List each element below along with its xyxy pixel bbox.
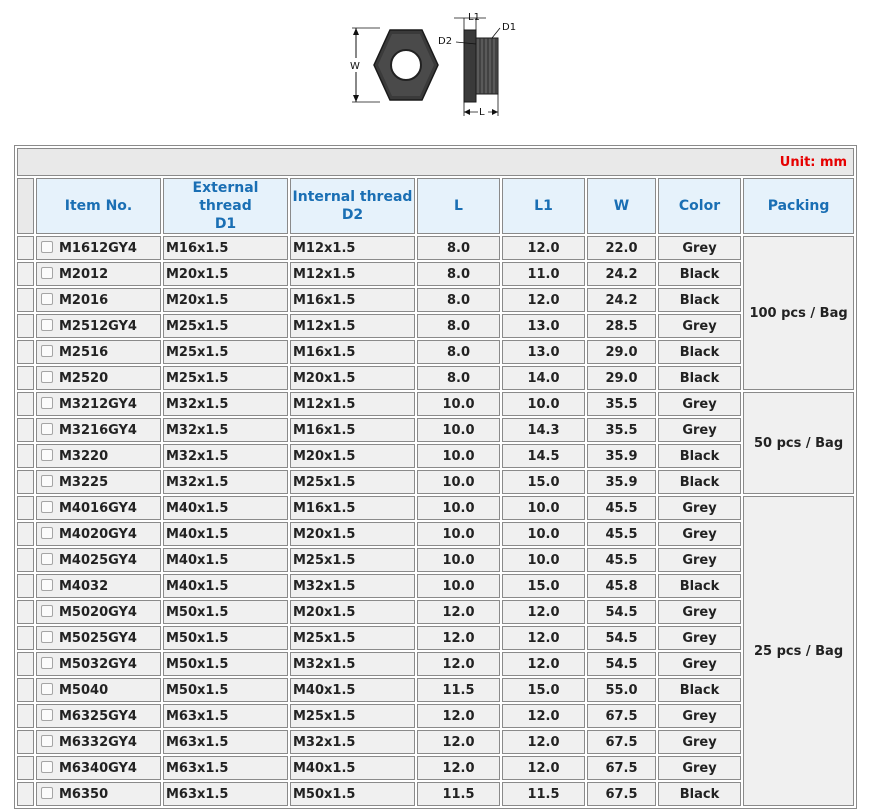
table-row bbox=[17, 444, 854, 468]
color-cell: Black bbox=[658, 574, 741, 598]
color-cell: Grey bbox=[658, 548, 741, 572]
external-thread-cell: M25x1.5 bbox=[163, 340, 288, 364]
w-cell: 54.5 bbox=[587, 626, 656, 650]
external-thread-cell: M16x1.5 bbox=[163, 236, 288, 260]
unit-label: Unit: mm bbox=[17, 148, 854, 176]
color-cell: Grey bbox=[658, 522, 741, 546]
internal-thread-cell: M20x1.5 bbox=[290, 522, 415, 546]
l1-cell: 15.0 bbox=[502, 678, 585, 702]
item-cell bbox=[36, 366, 161, 390]
label-l: L bbox=[479, 107, 485, 118]
item-cell bbox=[36, 756, 161, 780]
external-thread-cell: M63x1.5 bbox=[163, 756, 288, 780]
internal-thread-cell: M32x1.5 bbox=[290, 652, 415, 676]
w-cell: 24.2 bbox=[587, 288, 656, 312]
color-cell: Grey bbox=[658, 496, 741, 520]
l1-cell: 14.5 bbox=[502, 444, 585, 468]
l-cell: 12.0 bbox=[417, 756, 500, 780]
header-l: L bbox=[417, 178, 500, 234]
l1-cell: 12.0 bbox=[502, 704, 585, 728]
label-d2: D2 bbox=[438, 36, 453, 47]
header-l1: L1 bbox=[502, 178, 585, 234]
row-select-cell bbox=[17, 704, 34, 728]
item-cell bbox=[36, 418, 161, 442]
internal-thread-cell: M20x1.5 bbox=[290, 600, 415, 624]
row-checkbox[interactable] bbox=[41, 579, 53, 591]
row-checkbox[interactable] bbox=[41, 345, 53, 357]
item-cell bbox=[36, 392, 161, 416]
color-cell: Black bbox=[658, 340, 741, 364]
color-cell: Black bbox=[658, 782, 741, 806]
item-cell bbox=[36, 548, 161, 572]
row-select-cell bbox=[17, 340, 34, 364]
row-select-cell bbox=[17, 288, 34, 312]
table-row bbox=[17, 574, 854, 598]
row-select-cell bbox=[17, 262, 34, 286]
row-checkbox[interactable] bbox=[41, 761, 53, 773]
l-cell: 8.0 bbox=[417, 366, 500, 390]
table-row bbox=[17, 288, 854, 312]
item-number: M3216GY4 bbox=[59, 422, 137, 438]
l1-cell: 13.0 bbox=[502, 314, 585, 338]
w-cell: 45.5 bbox=[587, 548, 656, 572]
l1-cell: 12.0 bbox=[502, 236, 585, 260]
color-cell: Black bbox=[658, 444, 741, 468]
internal-thread-cell: M32x1.5 bbox=[290, 574, 415, 598]
external-thread-cell: M32x1.5 bbox=[163, 470, 288, 494]
internal-thread-cell: M40x1.5 bbox=[290, 678, 415, 702]
header-external-thread-line2: D1 bbox=[214, 216, 237, 232]
color-cell: Grey bbox=[658, 418, 741, 442]
item-number: M2520 bbox=[59, 370, 109, 386]
l-cell: 10.0 bbox=[417, 444, 500, 468]
header-internal-thread-line2: D2 bbox=[341, 207, 364, 223]
l1-cell: 12.0 bbox=[502, 756, 585, 780]
row-select-cell bbox=[17, 548, 34, 572]
internal-thread-cell: M50x1.5 bbox=[290, 782, 415, 806]
item-cell bbox=[36, 470, 161, 494]
l-cell: 10.0 bbox=[417, 392, 500, 416]
l1-cell: 10.0 bbox=[502, 522, 585, 546]
header-internal-thread bbox=[290, 178, 415, 234]
w-cell: 45.5 bbox=[587, 522, 656, 546]
table-row bbox=[17, 470, 854, 494]
color-cell: Black bbox=[658, 366, 741, 390]
l-cell: 10.0 bbox=[417, 496, 500, 520]
table-row bbox=[17, 704, 854, 728]
table-row bbox=[17, 262, 854, 286]
l-cell: 12.0 bbox=[417, 600, 500, 624]
item-number: M2516 bbox=[59, 344, 109, 360]
w-cell: 22.0 bbox=[587, 236, 656, 260]
item-cell bbox=[36, 652, 161, 676]
l-cell: 8.0 bbox=[417, 340, 500, 364]
row-select-cell bbox=[17, 236, 34, 260]
external-thread-cell: M25x1.5 bbox=[163, 366, 288, 390]
table-row bbox=[17, 522, 854, 546]
l1-cell: 12.0 bbox=[502, 288, 585, 312]
row-checkbox[interactable] bbox=[41, 501, 53, 513]
external-thread-cell: M63x1.5 bbox=[163, 730, 288, 754]
row-select-cell bbox=[17, 600, 34, 624]
row-select-cell bbox=[17, 782, 34, 806]
row-checkbox[interactable] bbox=[41, 267, 53, 279]
internal-thread-cell: M12x1.5 bbox=[290, 314, 415, 338]
color-cell: Grey bbox=[658, 756, 741, 780]
header-internal-thread-line1: Internal thread bbox=[292, 189, 413, 205]
row-checkbox[interactable] bbox=[41, 631, 53, 643]
color-cell: Black bbox=[658, 288, 741, 312]
l1-cell: 10.0 bbox=[502, 392, 585, 416]
w-cell: 35.9 bbox=[587, 444, 656, 468]
row-select-cell bbox=[17, 314, 34, 338]
item-cell bbox=[36, 626, 161, 650]
external-thread-cell: M63x1.5 bbox=[163, 782, 288, 806]
internal-thread-cell: M32x1.5 bbox=[290, 730, 415, 754]
w-cell: 67.5 bbox=[587, 756, 656, 780]
l1-cell: 15.0 bbox=[502, 470, 585, 494]
table-row bbox=[17, 652, 854, 676]
header-external-thread-line1: External thread bbox=[192, 180, 259, 214]
row-checkbox[interactable] bbox=[41, 605, 53, 617]
item-number: M5040 bbox=[59, 682, 109, 698]
w-cell: 54.5 bbox=[587, 600, 656, 624]
row-select-cell bbox=[17, 730, 34, 754]
external-thread-cell: M50x1.5 bbox=[163, 600, 288, 624]
row-select-cell bbox=[17, 652, 34, 676]
internal-thread-cell: M12x1.5 bbox=[290, 392, 415, 416]
table-row bbox=[17, 340, 854, 364]
internal-thread-cell: M25x1.5 bbox=[290, 470, 415, 494]
color-cell: Black bbox=[658, 262, 741, 286]
color-cell: Grey bbox=[658, 600, 741, 624]
item-number: M6332GY4 bbox=[59, 734, 137, 750]
color-cell: Grey bbox=[658, 626, 741, 650]
w-cell: 45.8 bbox=[587, 574, 656, 598]
l-cell: 12.0 bbox=[417, 730, 500, 754]
item-cell bbox=[36, 314, 161, 338]
table-row bbox=[17, 496, 854, 520]
internal-thread-cell: M16x1.5 bbox=[290, 288, 415, 312]
item-cell bbox=[36, 600, 161, 624]
internal-thread-cell: M12x1.5 bbox=[290, 236, 415, 260]
l-cell: 12.0 bbox=[417, 652, 500, 676]
internal-thread-cell: M20x1.5 bbox=[290, 444, 415, 468]
header-color: Color bbox=[658, 178, 741, 234]
row-select-cell bbox=[17, 444, 34, 468]
internal-thread-cell: M12x1.5 bbox=[290, 262, 415, 286]
item-number: M2016 bbox=[59, 292, 109, 308]
spec-table-wrapper bbox=[14, 145, 856, 809]
color-cell: Black bbox=[658, 678, 741, 702]
row-checkbox[interactable] bbox=[41, 449, 53, 461]
item-number: M4020GY4 bbox=[59, 526, 137, 542]
color-cell: Black bbox=[658, 470, 741, 494]
item-number: M5025GY4 bbox=[59, 630, 137, 646]
row-select-cell bbox=[17, 522, 34, 546]
item-cell bbox=[36, 704, 161, 728]
spec-table bbox=[14, 145, 857, 809]
item-cell bbox=[36, 522, 161, 546]
row-checkbox[interactable] bbox=[41, 709, 53, 721]
row-checkbox[interactable] bbox=[41, 293, 53, 305]
item-cell bbox=[36, 236, 161, 260]
l-cell: 10.0 bbox=[417, 418, 500, 442]
label-l1: L1 bbox=[468, 12, 480, 23]
item-number: M3220 bbox=[59, 448, 109, 464]
l1-cell: 12.0 bbox=[502, 626, 585, 650]
header-external-thread bbox=[163, 178, 288, 234]
l1-cell: 12.0 bbox=[502, 600, 585, 624]
table-body bbox=[17, 236, 854, 806]
l-cell: 8.0 bbox=[417, 236, 500, 260]
item-number: M1612GY4 bbox=[59, 240, 137, 256]
item-number: M3225 bbox=[59, 474, 109, 490]
table-row bbox=[17, 548, 854, 572]
table-row bbox=[17, 418, 854, 442]
color-cell: Grey bbox=[658, 730, 741, 754]
row-checkbox[interactable] bbox=[41, 241, 53, 253]
row-select-cell bbox=[17, 496, 34, 520]
l1-cell: 15.0 bbox=[502, 574, 585, 598]
l1-cell: 12.0 bbox=[502, 652, 585, 676]
l-cell: 8.0 bbox=[417, 314, 500, 338]
external-thread-cell: M40x1.5 bbox=[163, 496, 288, 520]
internal-thread-cell: M16x1.5 bbox=[290, 418, 415, 442]
label-d1: D1 bbox=[502, 22, 517, 33]
w-cell: 67.5 bbox=[587, 782, 656, 806]
l-cell: 12.0 bbox=[417, 626, 500, 650]
item-cell bbox=[36, 678, 161, 702]
external-thread-cell: M40x1.5 bbox=[163, 522, 288, 546]
item-cell bbox=[36, 340, 161, 364]
l-cell: 10.0 bbox=[417, 522, 500, 546]
item-cell bbox=[36, 444, 161, 468]
header-item: Item No. bbox=[36, 178, 161, 234]
color-cell: Grey bbox=[658, 652, 741, 676]
l-cell: 11.5 bbox=[417, 782, 500, 806]
packing-cell: 25 pcs / Bag bbox=[743, 496, 854, 806]
l-cell: 11.5 bbox=[417, 678, 500, 702]
row-checkbox[interactable] bbox=[41, 787, 53, 799]
row-checkbox[interactable] bbox=[41, 683, 53, 695]
internal-thread-cell: M25x1.5 bbox=[290, 704, 415, 728]
row-checkbox[interactable] bbox=[41, 527, 53, 539]
table-row bbox=[17, 782, 854, 806]
l1-cell: 11.0 bbox=[502, 262, 585, 286]
w-cell: 24.2 bbox=[587, 262, 656, 286]
row-select-cell bbox=[17, 392, 34, 416]
l1-cell: 14.0 bbox=[502, 366, 585, 390]
color-cell: Grey bbox=[658, 236, 741, 260]
item-cell bbox=[36, 730, 161, 754]
l-cell: 12.0 bbox=[417, 704, 500, 728]
item-number: M5020GY4 bbox=[59, 604, 137, 620]
l-cell: 8.0 bbox=[417, 288, 500, 312]
w-cell: 55.0 bbox=[587, 678, 656, 702]
header-select bbox=[17, 178, 34, 234]
row-checkbox[interactable] bbox=[41, 397, 53, 409]
internal-thread-cell: M20x1.5 bbox=[290, 366, 415, 390]
item-number: M2512GY4 bbox=[59, 318, 137, 334]
row-checkbox[interactable] bbox=[41, 657, 53, 669]
row-checkbox[interactable] bbox=[41, 319, 53, 331]
table-row bbox=[17, 730, 854, 754]
header-row bbox=[17, 178, 854, 234]
row-checkbox[interactable] bbox=[41, 553, 53, 565]
row-checkbox[interactable] bbox=[41, 423, 53, 435]
header-w: W bbox=[587, 178, 656, 234]
l1-cell: 12.0 bbox=[502, 730, 585, 754]
l1-cell: 11.5 bbox=[502, 782, 585, 806]
l1-cell: 14.3 bbox=[502, 418, 585, 442]
w-cell: 29.0 bbox=[587, 366, 656, 390]
w-cell: 45.5 bbox=[587, 496, 656, 520]
l1-cell: 13.0 bbox=[502, 340, 585, 364]
internal-thread-cell: M40x1.5 bbox=[290, 756, 415, 780]
row-select-cell bbox=[17, 366, 34, 390]
row-checkbox[interactable] bbox=[41, 371, 53, 383]
w-cell: 28.5 bbox=[587, 314, 656, 338]
internal-thread-cell: M16x1.5 bbox=[290, 340, 415, 364]
item-number: M4016GY4 bbox=[59, 500, 137, 516]
item-number: M5032GY4 bbox=[59, 656, 137, 672]
external-thread-cell: M20x1.5 bbox=[163, 288, 288, 312]
item-number: M4032 bbox=[59, 578, 109, 594]
l-cell: 10.0 bbox=[417, 470, 500, 494]
color-cell: Grey bbox=[658, 314, 741, 338]
product-diagram bbox=[340, 8, 540, 120]
l1-cell: 10.0 bbox=[502, 496, 585, 520]
table-row bbox=[17, 756, 854, 780]
item-cell bbox=[36, 574, 161, 598]
item-number: M6340GY4 bbox=[59, 760, 137, 776]
row-select-cell bbox=[17, 574, 34, 598]
row-select-cell bbox=[17, 756, 34, 780]
internal-thread-cell: M16x1.5 bbox=[290, 496, 415, 520]
item-cell bbox=[36, 262, 161, 286]
item-cell bbox=[36, 496, 161, 520]
color-cell: Grey bbox=[658, 704, 741, 728]
table-row bbox=[17, 392, 854, 416]
external-thread-cell: M32x1.5 bbox=[163, 392, 288, 416]
row-select-cell bbox=[17, 678, 34, 702]
external-thread-cell: M40x1.5 bbox=[163, 548, 288, 572]
w-cell: 67.5 bbox=[587, 730, 656, 754]
l-cell: 10.0 bbox=[417, 548, 500, 572]
item-number: M6350 bbox=[59, 786, 109, 802]
table-row bbox=[17, 314, 854, 338]
row-checkbox[interactable] bbox=[41, 475, 53, 487]
item-number: M3212GY4 bbox=[59, 396, 137, 412]
l-cell: 8.0 bbox=[417, 262, 500, 286]
label-w: W bbox=[350, 61, 360, 72]
w-cell: 35.5 bbox=[587, 392, 656, 416]
item-cell bbox=[36, 288, 161, 312]
unit-row bbox=[17, 148, 854, 176]
external-thread-cell: M20x1.5 bbox=[163, 262, 288, 286]
external-thread-cell: M32x1.5 bbox=[163, 444, 288, 468]
w-cell: 67.5 bbox=[587, 704, 656, 728]
w-cell: 35.9 bbox=[587, 470, 656, 494]
packing-cell: 100 pcs / Bag bbox=[743, 236, 854, 390]
packing-cell: 50 pcs / Bag bbox=[743, 392, 854, 494]
row-select-cell bbox=[17, 470, 34, 494]
item-number: M6325GY4 bbox=[59, 708, 137, 724]
table-row bbox=[17, 678, 854, 702]
header-packing: Packing bbox=[743, 178, 854, 234]
external-thread-cell: M63x1.5 bbox=[163, 704, 288, 728]
item-number: M2012 bbox=[59, 266, 109, 282]
row-select-cell bbox=[17, 626, 34, 650]
external-thread-cell: M25x1.5 bbox=[163, 314, 288, 338]
table-row bbox=[17, 600, 854, 624]
external-thread-cell: M50x1.5 bbox=[163, 678, 288, 702]
item-number: M4025GY4 bbox=[59, 552, 137, 568]
table-row bbox=[17, 366, 854, 390]
item-cell bbox=[36, 782, 161, 806]
l-cell: 10.0 bbox=[417, 574, 500, 598]
external-thread-cell: M50x1.5 bbox=[163, 652, 288, 676]
internal-thread-cell: M25x1.5 bbox=[290, 626, 415, 650]
l1-cell: 10.0 bbox=[502, 548, 585, 572]
external-thread-cell: M32x1.5 bbox=[163, 418, 288, 442]
w-cell: 29.0 bbox=[587, 340, 656, 364]
internal-thread-cell: M25x1.5 bbox=[290, 548, 415, 572]
w-cell: 35.5 bbox=[587, 418, 656, 442]
row-select-cell bbox=[17, 418, 34, 442]
table-row bbox=[17, 236, 854, 260]
reducer-drawing bbox=[340, 8, 540, 120]
table-row bbox=[17, 626, 854, 650]
color-cell: Grey bbox=[658, 392, 741, 416]
external-thread-cell: M40x1.5 bbox=[163, 574, 288, 598]
w-cell: 54.5 bbox=[587, 652, 656, 676]
external-thread-cell: M50x1.5 bbox=[163, 626, 288, 650]
row-checkbox[interactable] bbox=[41, 735, 53, 747]
